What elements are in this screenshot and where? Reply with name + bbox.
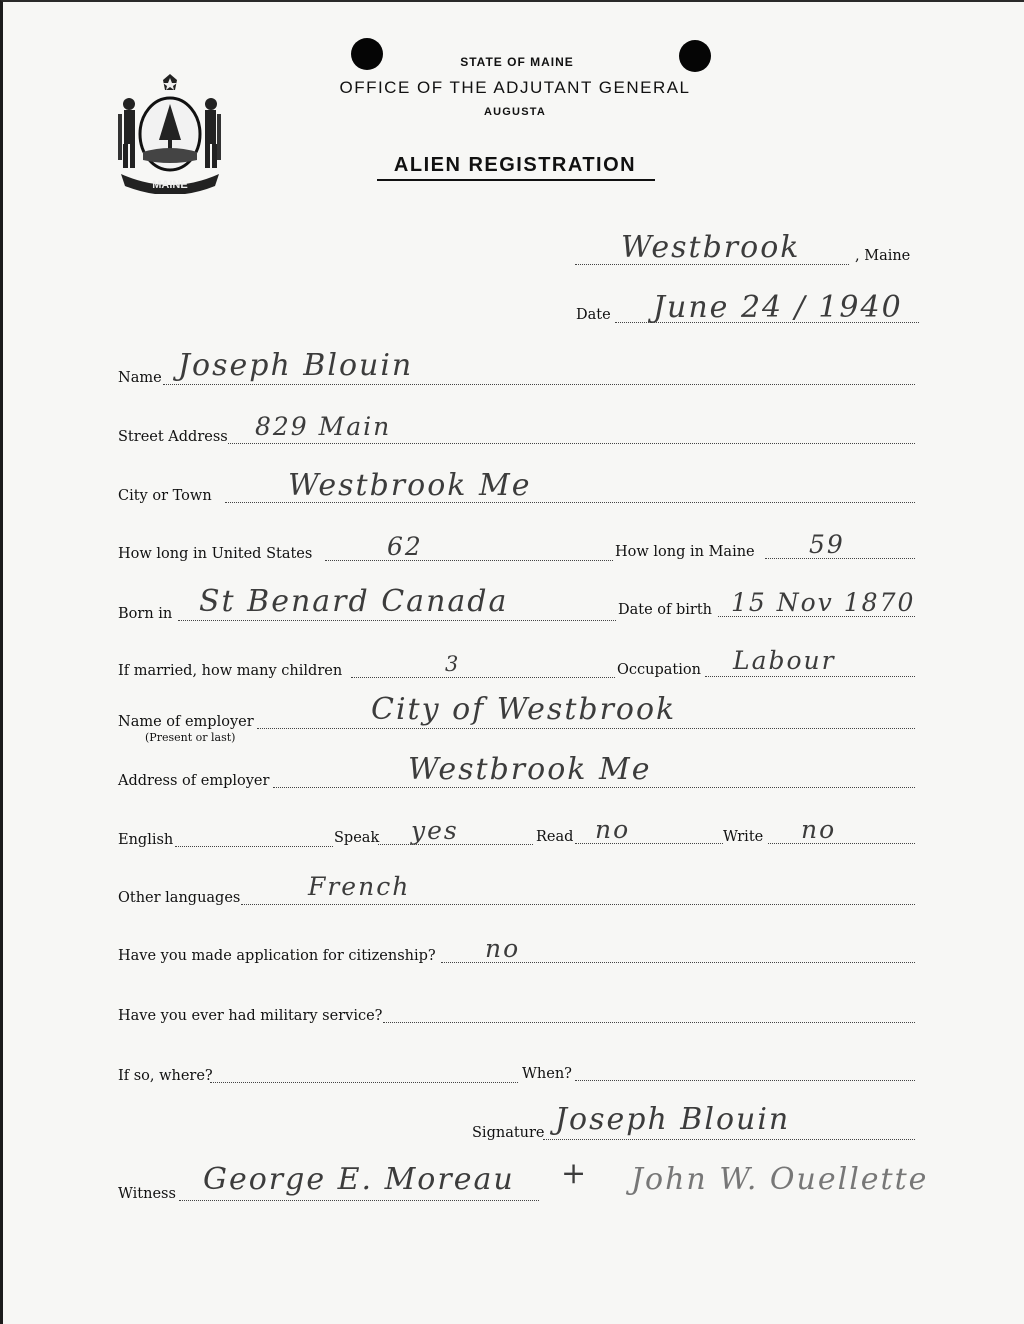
write-label: Write — [723, 829, 764, 845]
city-label: City or Town — [118, 488, 212, 504]
street-value: 829 Main — [255, 412, 392, 441]
witness-mark: + — [561, 1156, 589, 1191]
town-value: Westbrook — [621, 230, 801, 265]
military-label: Have you ever had military service? — [118, 1008, 383, 1024]
header-state: STATE OF MAINE — [460, 55, 574, 69]
dob-label: Date of birth — [618, 602, 713, 618]
employer-address-label: Address of employer — [118, 773, 270, 789]
where-label: If so, where? — [118, 1068, 213, 1084]
employer-address-value: Westbrook Me — [408, 752, 652, 787]
occupation-label: Occupation — [617, 662, 701, 678]
occupation-value: Labour — [733, 646, 836, 675]
signature-value: Joseph Blouin — [555, 1102, 791, 1137]
born-value: St Benard Canada — [199, 584, 509, 619]
signature-label: Signature — [472, 1125, 545, 1141]
maine-value: 59 — [809, 530, 845, 559]
speak-label: Speak — [334, 830, 380, 846]
witness-1-value: George E. Moreau — [203, 1162, 515, 1197]
speak-value: yes — [411, 816, 459, 845]
citizenship-value: no — [485, 934, 521, 963]
citizenship-label: Have you made application for citizenship? — [118, 948, 436, 964]
us-label: How long in United States — [118, 546, 313, 562]
maine-label: How long in Maine — [615, 544, 755, 560]
other-languages-label: Other languages — [118, 890, 241, 906]
employer-sublabel: (Present or last) — [145, 731, 236, 744]
when-label: When? — [522, 1066, 572, 1082]
city-value: Westbrook Me — [288, 468, 532, 503]
dob-value: 15 Nov 1870 — [731, 588, 916, 617]
svg-text:MAINE: MAINE — [152, 179, 188, 191]
us-value: 62 — [387, 532, 423, 561]
write-value: no — [801, 815, 837, 844]
header-city: AUGUSTA — [484, 106, 546, 118]
children-value: 3 — [445, 652, 461, 676]
children-label: If married, how many children — [118, 663, 343, 679]
other-languages-value: French — [308, 872, 411, 901]
english-label: English — [118, 832, 174, 848]
date-value: June 24 / 1940 — [653, 290, 903, 325]
name-value: Joseph Blouin — [178, 348, 414, 383]
title-underline — [377, 179, 655, 181]
witness-label: Witness — [118, 1186, 176, 1202]
header-office: OFFICE OF THE ADJUTANT GENERAL — [339, 78, 691, 97]
street-label: Street Address — [118, 429, 228, 445]
employer-value: City of Westbrook — [371, 692, 677, 727]
born-label: Born in — [118, 606, 173, 622]
name-label: Name — [118, 370, 162, 386]
read-value: no — [595, 815, 631, 844]
date-label: Date — [576, 307, 611, 323]
employer-label: Name of employer — [118, 714, 254, 730]
town-label: , Maine — [855, 248, 911, 264]
witness-2-value: John W. Ouellette — [631, 1162, 929, 1197]
read-label: Read — [536, 829, 574, 845]
form-title: ALIEN REGISTRATION — [393, 154, 637, 176]
